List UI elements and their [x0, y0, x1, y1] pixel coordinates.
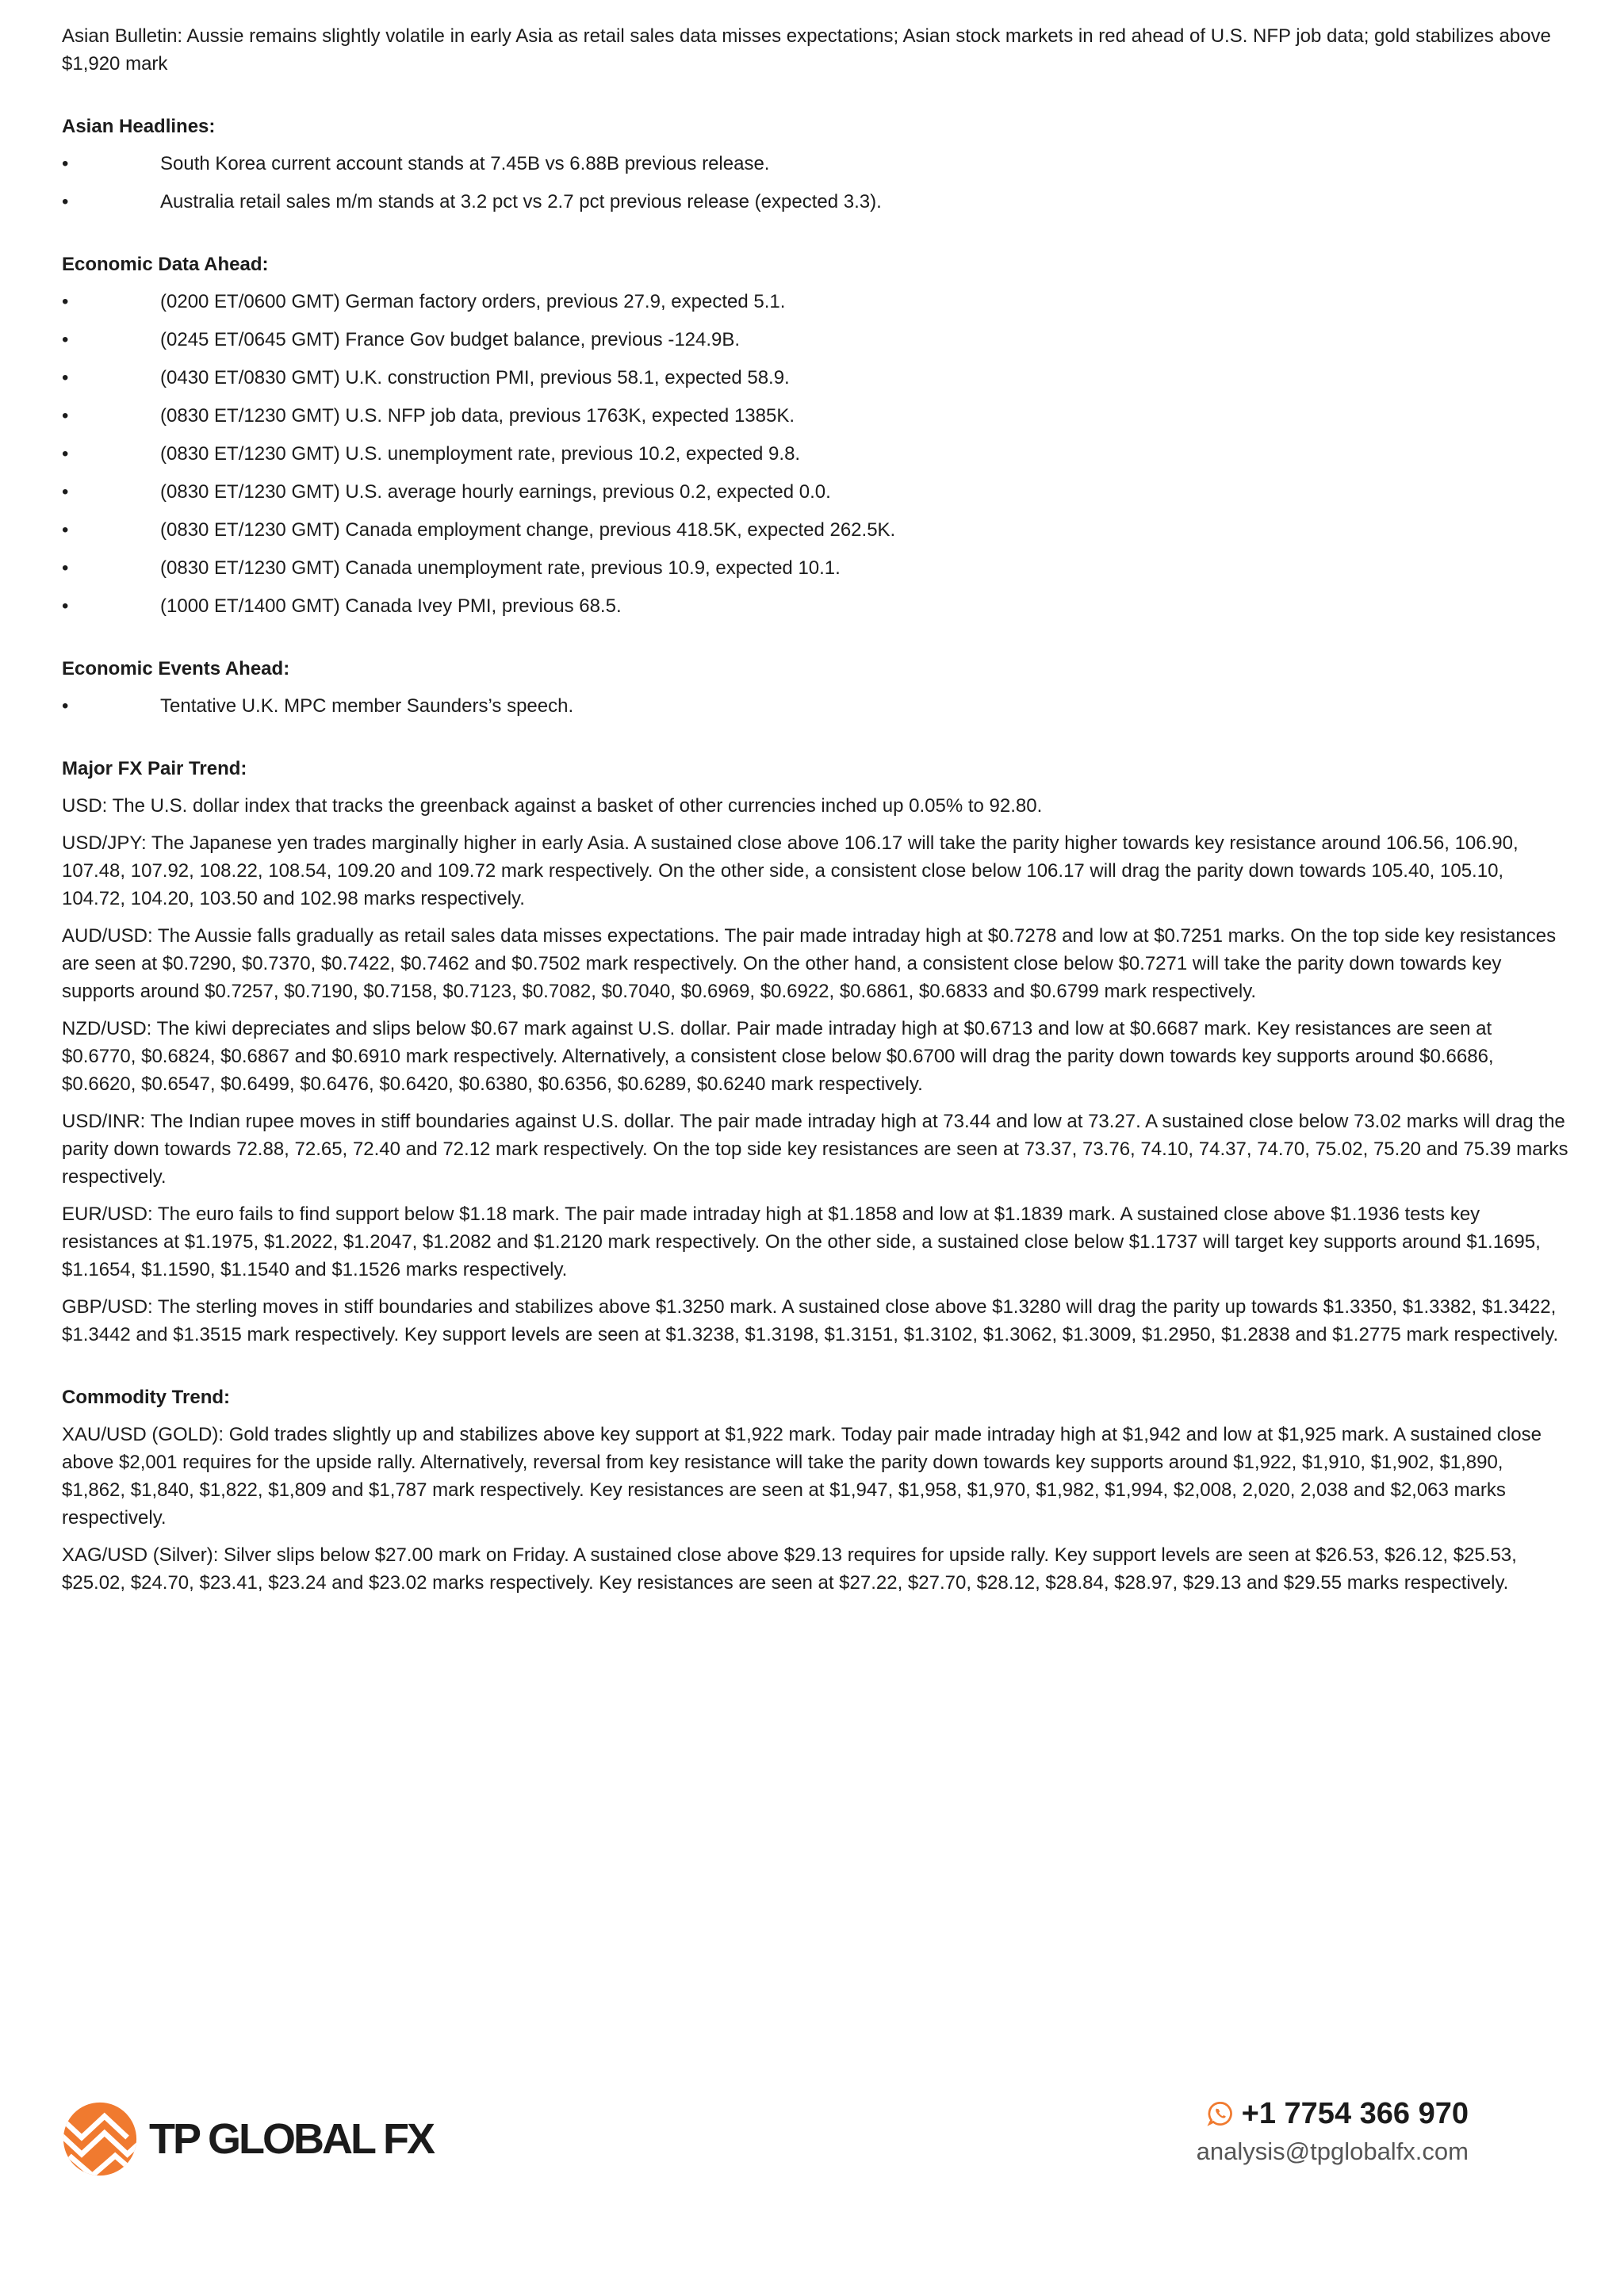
- economic-data-section: [62, 251, 1568, 620]
- bullet-icon: •: [62, 443, 69, 465]
- company-logo: [62, 2099, 433, 2179]
- asian-headlines-section: [62, 113, 1568, 216]
- commodity-trend-heading: Commodity Trend:: [62, 1387, 231, 1408]
- bullet-icon: •: [62, 557, 69, 579]
- fx-paragraph-usd: USD: The U.S. dollar index that tracks the greenback against a basket of other currencies inched up 0.05% to 92.80.: [62, 795, 1043, 817]
- economic-events-heading: Economic Events Ahead:: [62, 658, 290, 679]
- list-item-text: (0830 ET/1230 GMT) U.S. NFP job data, previous 1763K, expected 1385K.: [160, 405, 795, 427]
- list-item-text: Australia retail sales m/m stands at 3.2 pct vs 2.7 pct previous release (expected 3.3).: [160, 191, 882, 212]
- list-item-text: (0200 ET/0600 GMT) German factory orders, previous 27.9, expected 5.1.: [160, 291, 786, 312]
- economic-events-section: [62, 655, 1568, 720]
- contact-block: [1158, 2093, 1469, 2169]
- asian-headlines-list: [62, 150, 1568, 216]
- list-item-text: (0830 ET/1230 GMT) Canada unemployment rate, previous 10.9, expected 10.1.: [160, 557, 841, 579]
- bullet-icon: •: [62, 367, 69, 388]
- bullet-icon: •: [62, 153, 69, 174]
- list-item: [62, 150, 1568, 178]
- asian-headlines-heading: Asian Headlines:: [62, 116, 216, 137]
- economic-data-list: [62, 288, 1568, 620]
- list-item: [62, 478, 1568, 506]
- phone-number[interactable]: +1 7754 366 970: [1241, 2097, 1469, 2130]
- bullet-icon: •: [62, 291, 69, 312]
- fx-paragraph-audusd: AUD/USD: The Aussie falls gradually as retail sales data misses expectations. The pair made intraday high at $0.7278 and low at $0.7251 marks. On the top side key resistances are seen at $0.7290, $0.7370, $0.7422, $0.7462 and $0.7502 mark respectively. On the other hand, a consistent close below $0.7271 will take the parity down towards key supports around $0.7257, $0.7190, $0.7158, $0.7123, $0.7082, $0.7040, $0.6969, $0.6922, $0.6861, $0.6833 and $0.6799 mark respectively.: [62, 925, 1557, 1002]
- bullet-icon: •: [62, 329, 69, 350]
- report-body: [62, 22, 1568, 1632]
- commodity-paragraph-silver: XAG/USD (Silver): Silver slips below $27.00 mark on Friday. A sustained close above $29.13 requires for upside rally. Key support levels are seen at $26.53, $26.12, $25.53, $25.02, $24.70, $23.41, $23.24 and $23.02 marks respectively. Key resistances are seen at $27.22, $27.70, $28.12, $28.84, $28.97, $29.13 and $29.55 marks respectively.: [62, 1544, 1517, 1594]
- list-item: [62, 440, 1568, 468]
- list-item: [62, 516, 1568, 544]
- list-item-text: (1000 ET/1400 GMT) Canada Ivey PMI, previous 68.5.: [160, 595, 622, 617]
- phone-row: [1158, 2093, 1469, 2134]
- economic-data-heading: Economic Data Ahead:: [62, 254, 269, 275]
- fx-paragraph-usdjpy: USD/JPY: The Japanese yen trades marginally higher in early Asia. A sustained close above 106.17 will take the parity higher towards key resistance around 106.56, 106.90, 107.48, 107.92, 108.22, 108.54, 109.20 and 109.72 mark respectively. On the other side, a consistent close below 106.17 will drag the parity down towards 105.40, 105.10, 104.72, 104.20, 103.50 and 102.98 marks respectively.: [62, 832, 1519, 909]
- list-item-text: (0245 ET/0645 GMT) France Gov budget balance, previous -124.9B.: [160, 329, 741, 350]
- list-item-text: (0830 ET/1230 GMT) U.S. average hourly earnings, previous 0.2, expected 0.0.: [160, 481, 831, 503]
- bulletin-intro: Asian Bulletin: Aussie remains slightly volatile in early Asia as retail sales data misses expectations; Asian stock markets in red ahead of U.S. NFP job data; gold stabilizes above $1,920 mark: [62, 25, 1551, 75]
- fx-trend-heading: Major FX Pair Trend:: [62, 758, 247, 779]
- list-item: [62, 326, 1568, 354]
- economic-events-list: [62, 692, 1568, 720]
- list-item-text: South Korea current account stands at 7.45B vs 6.88B previous release.: [160, 153, 770, 174]
- bullet-icon: •: [62, 695, 69, 717]
- fx-paragraph-nzdusd: NZD/USD: The kiwi depreciates and slips below $0.67 mark against U.S. dollar. Pair made intraday high at $0.6713 and low at $0.6687 mark. Key resistances are seen at $0.6770, $0.6824, $0.6867 and $0.6910 mark respectively. Alternatively, a consistent close below $0.6700 will drag the parity down towards key supports around $0.6686, $0.6620, $0.6547, $0.6499, $0.6476, $0.6420, $0.6380, $0.6356, $0.6289, $0.6240 mark respectively.: [62, 1018, 1494, 1095]
- list-item: [62, 288, 1568, 316]
- bullet-icon: •: [62, 481, 69, 503]
- commodity-paragraph-gold: XAU/USD (GOLD): Gold trades slightly up and stabilizes above key support at $1,922 mark. Today pair made intraday high at $1,942 and low at $1,925 mark. A sustained close above $2,001 requires for the upside rally. Alternatively, reversal from key resistance will take the parity down towards key supports around $1,922, $1,910, $1,902, $1,890, $1,862, $1,840, $1,822, $1,809 and $1,787 mark respectively. Key resistances are seen at $1,947, $1,958, $1,970, $1,982, $1,994, $2,008, 2,020, 2,038 and $2,063 marks respectively.: [62, 1424, 1542, 1529]
- list-item: [62, 364, 1568, 392]
- bullet-icon: •: [62, 405, 69, 427]
- list-item: [62, 554, 1568, 582]
- bullet-icon: •: [62, 519, 69, 541]
- fx-trend-section: [62, 755, 1568, 1349]
- list-item: [62, 402, 1568, 430]
- list-item-text: (0830 ET/1230 GMT) U.S. unemployment rate, previous 10.2, expected 9.8.: [160, 443, 801, 465]
- fx-paragraph-gbpusd: GBP/USD: The sterling moves in stiff boundaries and stabilizes above $1.3250 mark. A sustained close above $1.3280 will drag the parity up towards $1.3350, $1.3382, $1.3422, $1.3442 and $1.3515 mark respectively. Key support levels are seen at $1.3238, $1.3198, $1.3151, $1.3102, $1.3062, $1.3009, $1.2950, $1.2838 and $1.2775 mark respectively.: [62, 1296, 1559, 1345]
- whatsapp-icon: [1207, 2100, 1234, 2127]
- logo-text: TP GLOBAL FX: [149, 2115, 434, 2163]
- commodity-trend-section: [62, 1383, 1568, 1597]
- list-item-text: (0430 ET/0830 GMT) U.K. construction PMI, previous 58.1, expected 58.9.: [160, 367, 790, 388]
- fx-paragraph-eurusd: EUR/USD: The euro fails to find support below $1.18 mark. The pair made intraday high at $1.1858 and low at $1.1839 mark. A sustained close above $1.1936 tests key resistances at $1.1975, $1.2022, $1.2047, $1.2082 and $1.2120 mark respectively. On the other side, a sustained close below $1.1737 will target key supports around $1.1695, $1.1654, $1.1590, $1.1540 and $1.1526 marks respectively.: [62, 1203, 1541, 1280]
- tp-global-fx-chevron-logo-icon: [62, 2101, 138, 2177]
- intro-section: [62, 22, 1568, 78]
- bullet-icon: •: [62, 595, 69, 617]
- bullet-icon: •: [62, 191, 69, 212]
- email-link[interactable]: analysis@tpglobalfx.com: [1196, 2137, 1469, 2165]
- list-item: [62, 592, 1568, 620]
- fx-paragraph-usdinr: USD/INR: The Indian rupee moves in stiff boundaries against U.S. dollar. The pair made intraday high at 73.44 and low at 73.27. A sustained close below 73.02 marks will drag the parity down towards 72.88, 72.65, 72.40 and 72.12 mark respectively. On the top side key resistances are seen at 73.37, 73.76, 74.10, 74.37, 74.70, 75.02, 75.20 and 75.39 marks respectively.: [62, 1111, 1568, 1188]
- list-item: [62, 188, 1568, 216]
- list-item: [62, 692, 1568, 720]
- list-item-text: Tentative U.K. MPC member Saunders’s speech.: [160, 695, 574, 717]
- list-item-text: (0830 ET/1230 GMT) Canada employment change, previous 418.5K, expected 262.5K.: [160, 519, 896, 541]
